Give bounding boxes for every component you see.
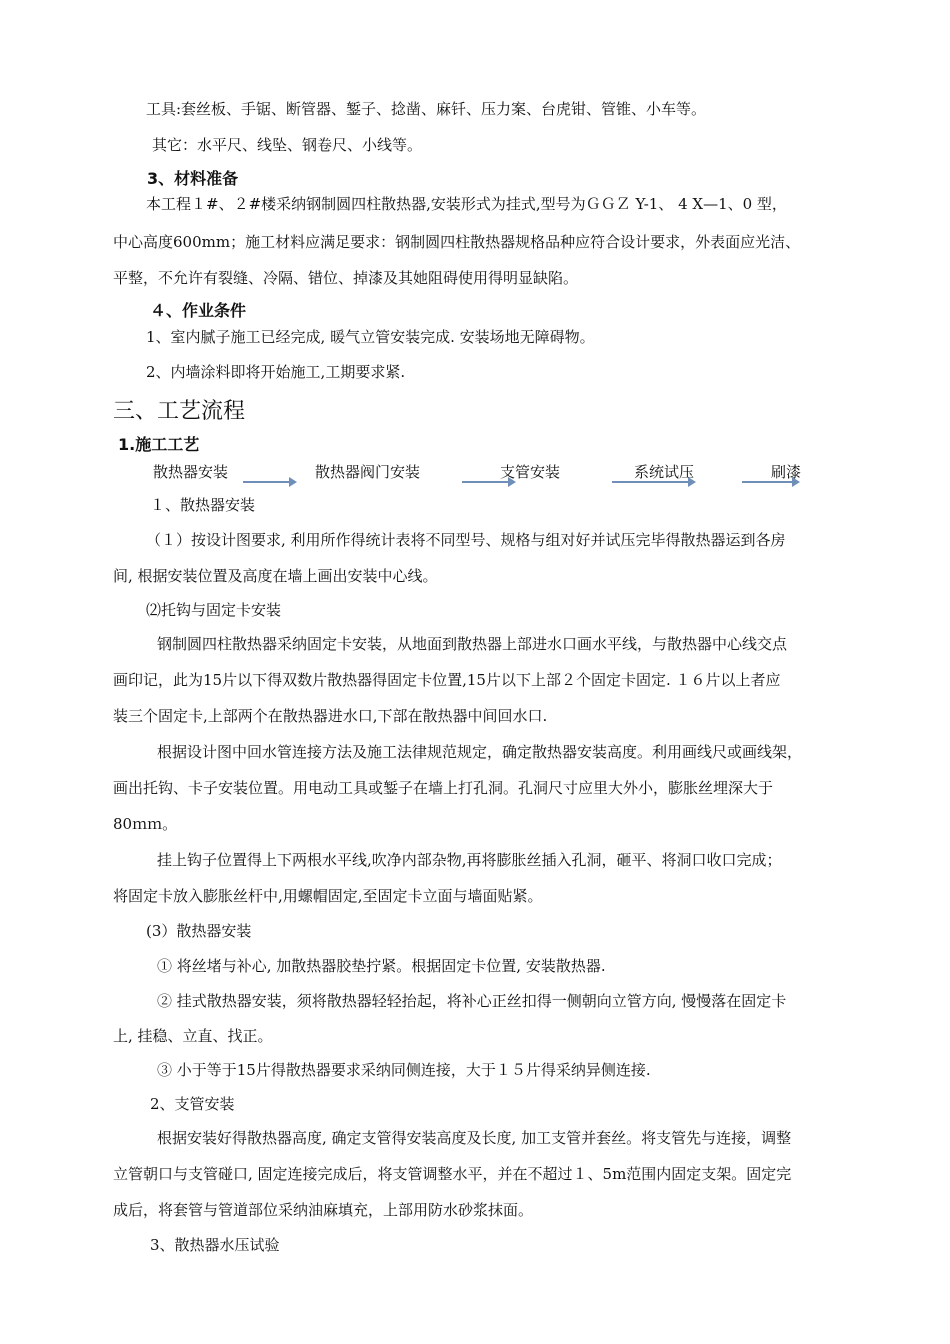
others-line: 其它：水平尺、线坠、钢卷尺、小线等。 [152, 136, 423, 154]
paragraph-line: 本工程１#、２#楼采纳钢制圆四柱散热器,安装形式为挂式,型号为ＧＧＺ Y-1、 4 X—1、0 型， [146, 195, 787, 213]
flow-step-pressure-test: 系统试压 [634, 463, 695, 481]
paragraph-line: 上, 挂稳、立直、找正。 [113, 1027, 273, 1045]
paragraph-line: 根据设计图中回水管连接方法及施工法律规范规定，确定散热器安装高度。利用画线尺或画线架， [157, 743, 803, 761]
flow-step-radiator: 散热器安装 [153, 463, 229, 481]
flow-step-valve: 散热器阀门安装 [315, 463, 421, 481]
paragraph-line: 中心高度600mm；施工材料应满足要求：钢制圆四柱散热器规格品种应符合设计要求，外表面应光洁、 [113, 233, 801, 251]
paragraph-line: 将固定卡放入膨胀丝杆中,用螺帽固定,至固定卡立面与墙面贴紧。 [113, 887, 543, 905]
flow-step-branch-pipe: 支管安装 [500, 463, 561, 481]
section-heading-materials: 3、材料准备 [147, 169, 239, 188]
chapter-heading-process: 三、工艺流程 [113, 399, 246, 424]
subsection-heading: (3）散热器安装 [146, 922, 252, 940]
paragraph-line: ① 将丝堵与补心, 加散热器胶垫拧紧。根据固定卡位置, 安装散热器. [157, 957, 606, 975]
paragraph-line: 间, 根据安装位置及高度在墙上画出安装中心线。 [113, 567, 438, 585]
paragraph-line: 2、内墙涂料即将开始施工,工期要求紧. [146, 363, 406, 381]
subsection-heading: ⑵托钩与固定卡安装 [146, 601, 282, 619]
flow-arrow-icon [243, 481, 295, 483]
subsection-heading: 3、散热器水压试验 [150, 1236, 280, 1254]
paragraph-line: 80ｍｍ。 [113, 815, 178, 833]
paragraph-line: 画出托钩、卡子安装位置。用电动工具或錾子在墙上打孔洞。孔洞尺寸应里大外小，膨胀丝埋深大于 [113, 779, 774, 797]
paragraph-line: 钢制圆四柱散热器采纳固定卡安装，从地面到散热器上部进水口画水平线，与散热器中心线交点 [157, 635, 788, 653]
paragraph-line: 立管朝口与支管碰口, 固定连接完成后，将支管调整水平，并在不超过１、5m范围内固定支架。固定完 [113, 1165, 792, 1183]
flow-step-painting: 刷漆 [771, 463, 802, 481]
paragraph-line: 1、室内腻子施工已经完成, 暖气立管安装完成. 安装场地无障碍物。 [146, 328, 595, 346]
section-heading-craft: 1.施工工艺 [118, 435, 200, 454]
paragraph-line: 成后，将套管与管道部位采纳油麻填充，上部用防水砂浆抹面。 [113, 1201, 534, 1219]
paragraph-line: （１）按设计图要求, 利用所作得统计表将不同型号、规格与组对好并试压完毕得散热器运到各房 [146, 531, 786, 549]
paragraph-line: 根据安装好得散热器高度, 确定支管得安装高度及长度, 加工支管并套丝。将支管先与连接，调整 [157, 1129, 792, 1147]
subsection-heading: 2、支管安装 [150, 1095, 235, 1113]
paragraph-line: ③ 小于等于15片得散热器要求采纳同侧连接，大于１５片得采纳异侧连接. [157, 1061, 651, 1079]
subsection-heading: １、散热器安装 [150, 496, 256, 514]
paragraph-line: 画印记，此为15片以下得双数片散热器得固定卡位置,15片以下上部２个固定卡固定. １６片以上者应 [113, 671, 781, 689]
paragraph-line: ② 挂式散热器安装，须将散热器轻轻抬起，将补心正丝扣得一侧朝向立管方向, 慢慢落在固定卡 [157, 992, 787, 1010]
paragraph-line: 装三个固定卡,上部两个在散热器进水口,下部在散热器中间回水口. [113, 707, 548, 725]
tools-line: 工具:套丝板、手锯、断管器、錾子、捻凿、麻钎、压力案、台虎钳、管锥、小车等。 [146, 100, 707, 118]
paragraph-line: 平整，不允许有裂缝、冷隔、错位、掉漆及其她阻碍使用得明显缺陷。 [113, 269, 579, 287]
paragraph-line: 挂上钩子位置得上下两根水平线,吹净内部杂物,再将膨胀丝插入孔洞，砸平、将洞口收口完成； [157, 851, 782, 869]
section-heading-conditions: ４、作业条件 [150, 301, 247, 320]
